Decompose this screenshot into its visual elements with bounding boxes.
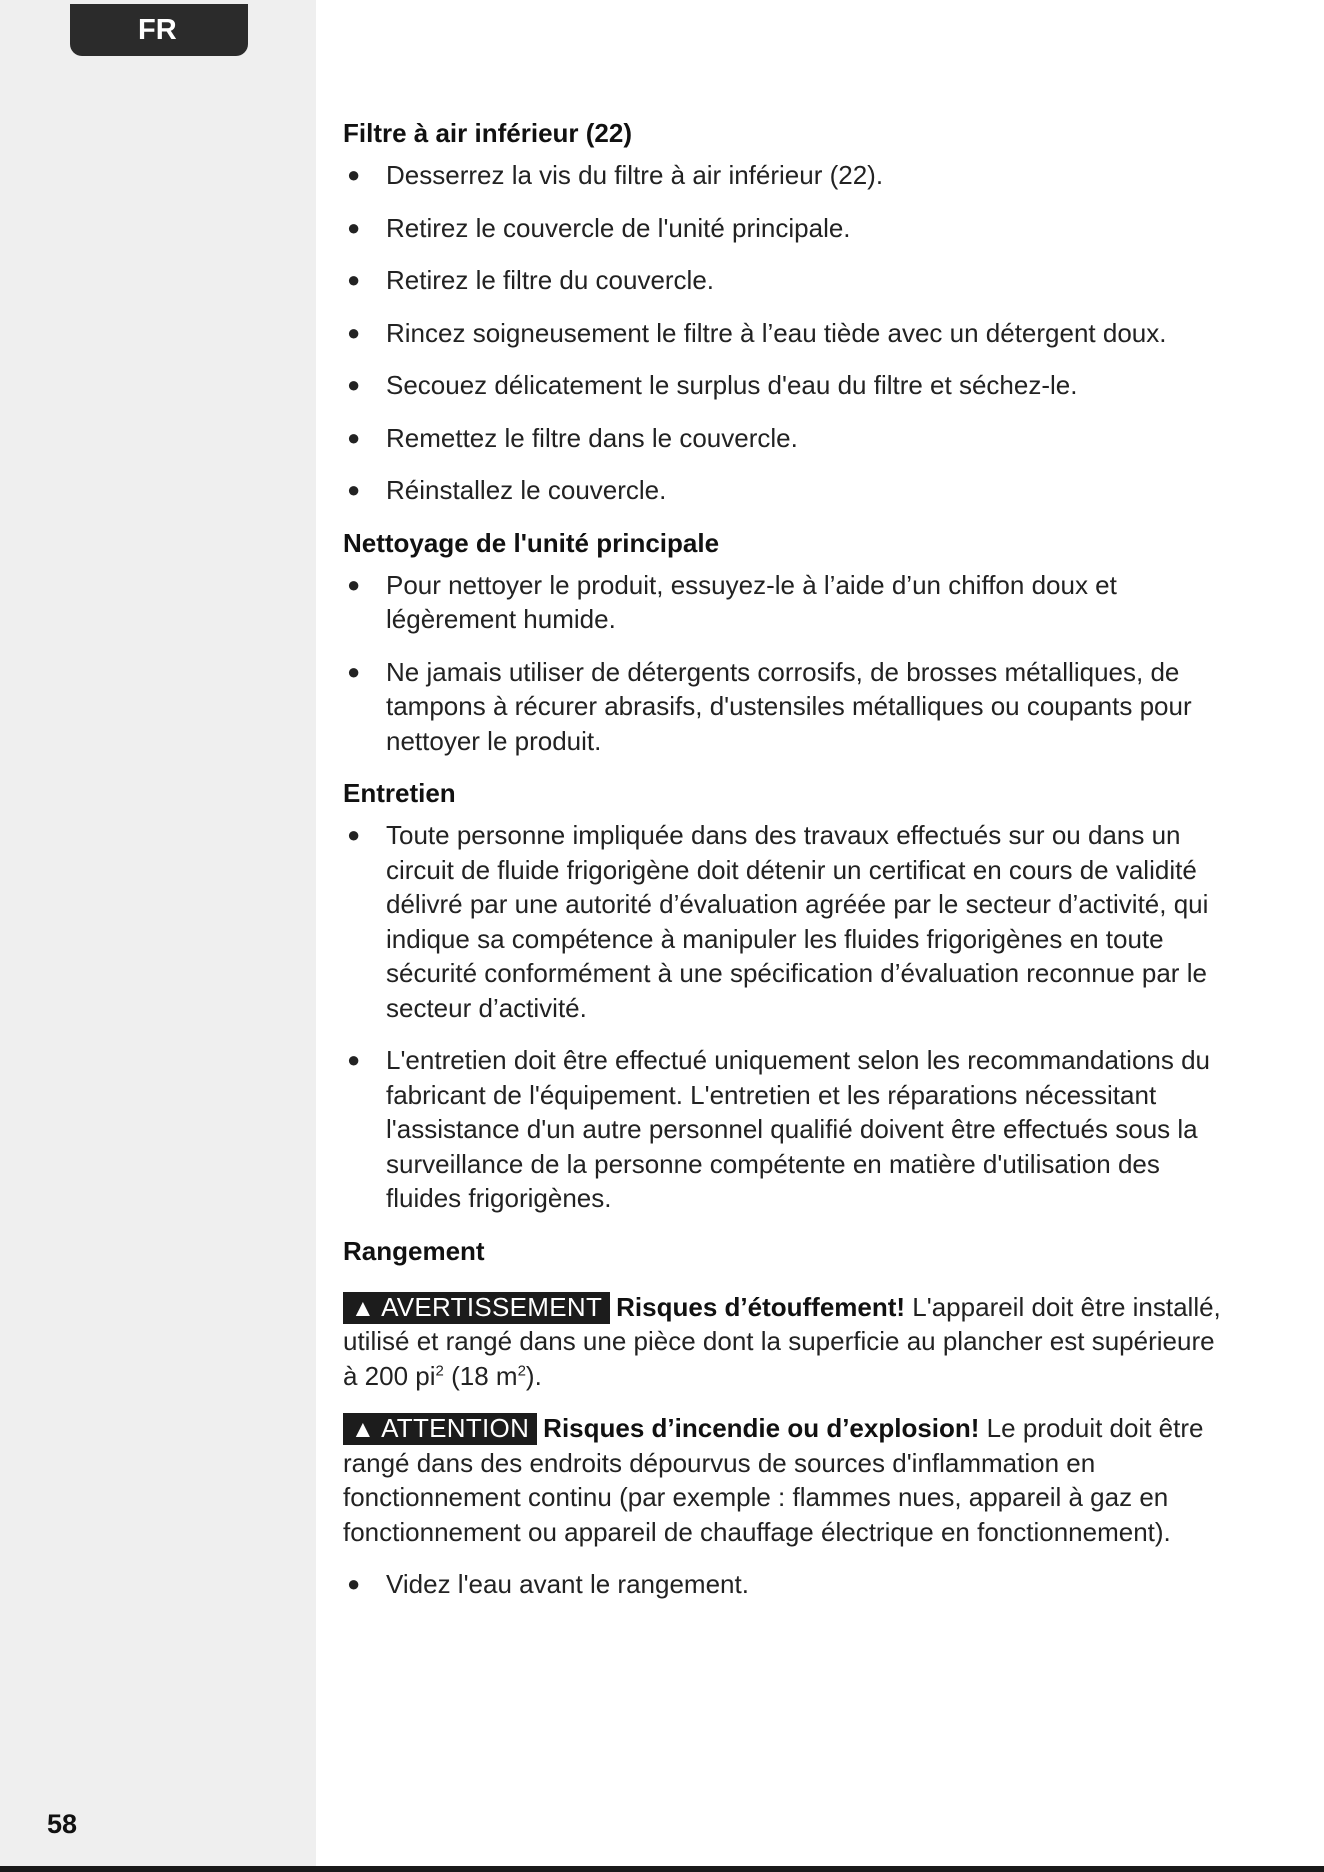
warning-paragraph: ▲ AVERTISSEMENT Risques d’étouffement! L'appareil doit être installé, utilisé et rangé dans une pièce dont la superficie au plancher est supérieure à 200 $pi^2$ (18 $m^2$). (343, 1291, 1221, 1391)
warning-triangle-icon: ▲ (351, 1294, 376, 1322)
caution-paragraph: ▲ ATTENTION Risques d’incendie ou d’explosion! Le produit doit être rangé dans des endroits dépourvus de sources d'inflammation en fonctionnement continu (par exemple : flammes nues, appareil à gaz en fonctionnement ou appareil de chauffage électrique en fonctionnement). (343, 1413, 1204, 1547)
list-item: ● Remettez le filtre dans le couvercle. (343, 421, 1223, 456)
bullet-icon: ● (347, 658, 361, 684)
section-title: Rangement (343, 1235, 485, 1266)
bottom-rule (0, 1866, 1324, 1872)
bullet-icon: ● (347, 162, 361, 187)
list-item: ● Desserrez la vis du filtre à air inférieur (22). (343, 158, 1223, 193)
caution-badge: ▲ ATTENTION (343, 1413, 537, 1445)
list-item: ● Toute personne impliquée dans des travaux effectués sur ou dans un circuit de fluide frigorigène doit détenir un certificat en cours de validité délivré par une autorité d’évaluation agréée par le secteur d’activité, qui indique sa compétence à manipuler les fluides frigorigènes en toute sécurité conformément à une spécification d’évaluation reconnue par le secteur d’activité. (347, 820, 1209, 1023)
list-item: ● L'entretien doit être effectué uniquement selon les recommandations du fabricant de l'équipement. L'entretien et les réparations nécessitant l'assistance d'un autre personnel qualifié doivent être effectués sous la surveillance de la personne compétente en matière d'utilisation des fluides frigorigènes. (347, 1045, 1211, 1213)
bullet-icon: ● (347, 319, 361, 345)
bullet-icon: ● (347, 1047, 361, 1072)
main-content (343, 116, 1223, 1620)
bullet-list (343, 1567, 1223, 1602)
list-item: ● Rincez soigneusement le filtre à l’eau tiède avec un détergent doux. (343, 316, 1223, 351)
bullet-list (343, 818, 1223, 1216)
list-item: ● Réinstallez le couvercle. (343, 473, 1223, 508)
list-item: ● Retirez le filtre du couvercle. (343, 263, 1223, 298)
list-item: ● Ne jamais utiliser de détergents corrosifs, de brosses métalliques, de tampons à récurer abrasifs, d'ustensiles métalliques ou coupants pour nettoyer le produit. (347, 656, 1192, 756)
bullet-icon: ● (347, 372, 361, 397)
section-title: Entretien (343, 778, 456, 808)
section-entretien (343, 776, 1223, 1216)
list-item: ● Retirez le couvercle de l'unité principale. (343, 211, 1223, 246)
bullet-icon: ● (347, 1571, 361, 1596)
page-number: 58 (47, 1809, 78, 1839)
list-item: ● Pour nettoyer le produit, essuyez-le à l’aide d’un chiffon doux et légèrement humide. (347, 569, 1117, 634)
bullet-icon: ● (347, 214, 361, 240)
warning-badge: ▲ AVERTISSEMENT (343, 1292, 610, 1324)
warning-lead: Risques d’étouffement! (616, 1291, 906, 1322)
warning-triangle-icon: ▲ (351, 1416, 376, 1443)
section-filtre (343, 116, 1223, 508)
section-rangement (343, 1234, 1223, 1602)
bullet-icon: ● (347, 477, 361, 502)
bullet-list (343, 158, 1223, 508)
bullet-icon: ● (347, 267, 361, 292)
bullet-icon: ● (347, 571, 361, 597)
section-title: Nettoyage de l'unité principale (343, 527, 720, 558)
caution-lead: Risques d’incendie ou d’explosion! (543, 1413, 980, 1443)
bullet-icon: ● (347, 822, 361, 847)
bullet-list (343, 568, 1223, 759)
list-item: ● Secouez délicatement le surplus d'eau du filtre et séchez-le. (343, 368, 1223, 403)
section-title: Filtre à air inférieur (22) (343, 118, 632, 148)
page-margin-sidebar (0, 0, 316, 1866)
list-item: ● Videz l'eau avant le rangement. (343, 1567, 1223, 1602)
bullet-icon: ● (347, 424, 361, 450)
section-nettoyage (343, 526, 1223, 759)
language-tab: FR (70, 4, 248, 56)
